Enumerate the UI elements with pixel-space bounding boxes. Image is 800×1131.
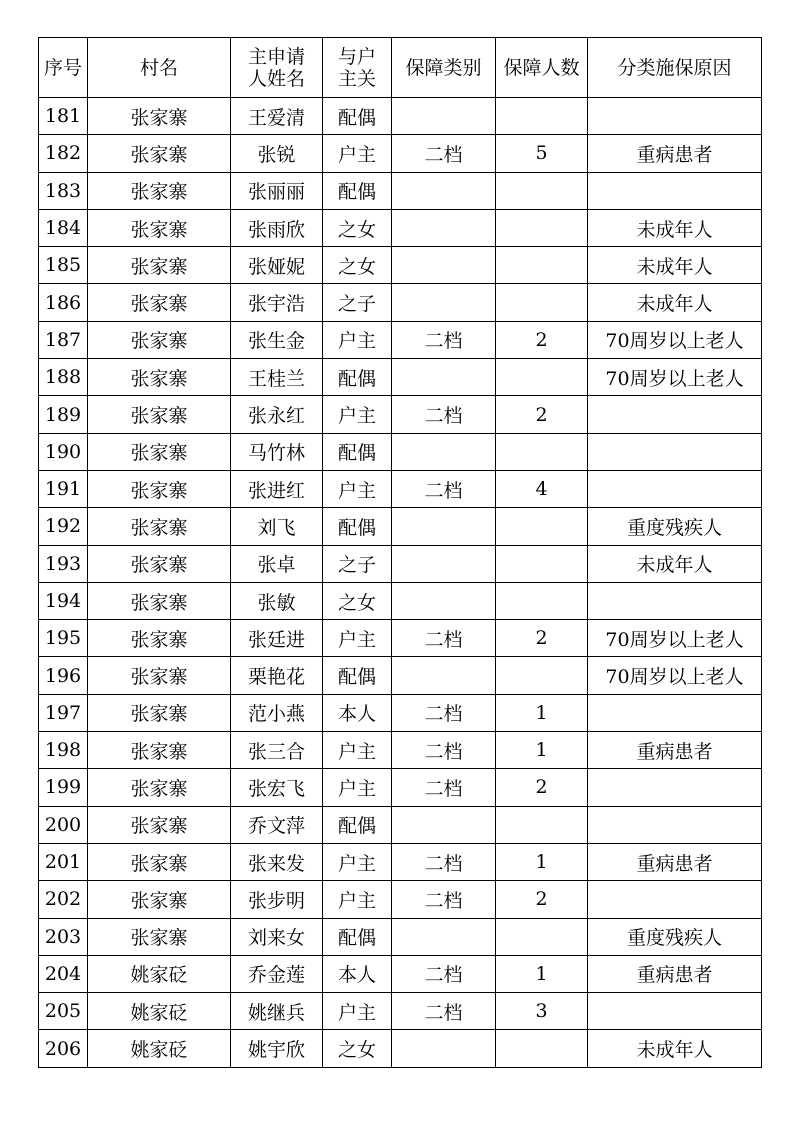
- table-row: [39, 545, 762, 582]
- cell-count: 2: [496, 396, 588, 433]
- cell-category: [392, 433, 496, 470]
- cell-village: 张家寨: [88, 918, 231, 955]
- cell-reason: [588, 993, 762, 1030]
- cell-relation: 配偶: [323, 433, 392, 470]
- cell-seq: 188: [39, 359, 88, 396]
- cell-seq: 187: [39, 321, 88, 358]
- cell-category: [392, 209, 496, 246]
- cell-count: 1: [496, 955, 588, 992]
- cell-count: [496, 433, 588, 470]
- cell-count: [496, 1030, 588, 1067]
- cell-count: [496, 284, 588, 321]
- table-row: [39, 98, 762, 135]
- cell-count: 2: [496, 321, 588, 358]
- header-relation: 与户主关: [323, 38, 392, 98]
- cell-relation: 户主: [323, 769, 392, 806]
- cell-seq: 195: [39, 620, 88, 657]
- cell-village: 张家寨: [88, 359, 231, 396]
- cell-village: 张家寨: [88, 209, 231, 246]
- cell-relation: 之子: [323, 284, 392, 321]
- table-row: [39, 620, 762, 657]
- cell-village: 张家寨: [88, 582, 231, 619]
- cell-count: [496, 508, 588, 545]
- table-row: [39, 321, 762, 358]
- cell-applicant-name: 张宏飞: [231, 769, 323, 806]
- cell-reason: [588, 470, 762, 507]
- cell-relation: 户主: [323, 470, 392, 507]
- header-row: [39, 38, 762, 98]
- cell-category: 二档: [392, 732, 496, 769]
- cell-count: [496, 172, 588, 209]
- cell-count: [496, 657, 588, 694]
- cell-reason: 重病患者: [588, 955, 762, 992]
- cell-seq: 186: [39, 284, 88, 321]
- cell-reason: 未成年人: [588, 284, 762, 321]
- cell-relation: 户主: [323, 135, 392, 172]
- cell-applicant-name: 张来发: [231, 843, 323, 880]
- cell-relation: 配偶: [323, 657, 392, 694]
- cell-applicant-name: 张宇浩: [231, 284, 323, 321]
- cell-seq: 190: [39, 433, 88, 470]
- cell-relation: 之子: [323, 545, 392, 582]
- cell-relation: 之女: [323, 247, 392, 284]
- cell-count: [496, 209, 588, 246]
- cell-seq: 196: [39, 657, 88, 694]
- cell-count: 2: [496, 881, 588, 918]
- cell-category: 二档: [392, 470, 496, 507]
- cell-applicant-name: 范小燕: [231, 694, 323, 731]
- cell-seq: 185: [39, 247, 88, 284]
- table-row: [39, 881, 762, 918]
- cell-count: 2: [496, 769, 588, 806]
- cell-reason: [588, 881, 762, 918]
- cell-category: 二档: [392, 843, 496, 880]
- table-row: [39, 843, 762, 880]
- table-row: [39, 657, 762, 694]
- table-row: [39, 732, 762, 769]
- cell-relation: 配偶: [323, 359, 392, 396]
- cell-reason: 重度残疾人: [588, 918, 762, 955]
- cell-relation: 配偶: [323, 172, 392, 209]
- cell-applicant-name: 王桂兰: [231, 359, 323, 396]
- cell-applicant-name: 刘飞: [231, 508, 323, 545]
- table-row: [39, 508, 762, 545]
- cell-village: 张家寨: [88, 694, 231, 731]
- header-reason: 分类施保原因: [588, 38, 762, 98]
- cell-category: [392, 247, 496, 284]
- cell-count: [496, 918, 588, 955]
- cell-applicant-name: 张进红: [231, 470, 323, 507]
- cell-reason: [588, 98, 762, 135]
- cell-relation: 户主: [323, 396, 392, 433]
- cell-category: [392, 284, 496, 321]
- cell-applicant-name: 张丽丽: [231, 172, 323, 209]
- cell-village: 张家寨: [88, 135, 231, 172]
- cell-applicant-name: 张三合: [231, 732, 323, 769]
- cell-relation: 户主: [323, 732, 392, 769]
- cell-relation: 本人: [323, 694, 392, 731]
- cell-relation: 配偶: [323, 98, 392, 135]
- cell-reason: [588, 582, 762, 619]
- cell-village: 张家寨: [88, 881, 231, 918]
- cell-reason: 重病患者: [588, 135, 762, 172]
- cell-category: [392, 508, 496, 545]
- cell-relation: 户主: [323, 321, 392, 358]
- cell-village: 张家寨: [88, 396, 231, 433]
- cell-seq: 198: [39, 732, 88, 769]
- table-row: [39, 582, 762, 619]
- assistance-table: [38, 37, 762, 1068]
- cell-count: [496, 545, 588, 582]
- cell-reason: 重病患者: [588, 843, 762, 880]
- cell-seq: 189: [39, 396, 88, 433]
- cell-count: 1: [496, 732, 588, 769]
- cell-relation: 户主: [323, 620, 392, 657]
- cell-applicant-name: 乔金莲: [231, 955, 323, 992]
- cell-village: 姚家砭: [88, 955, 231, 992]
- cell-village: 张家寨: [88, 98, 231, 135]
- cell-reason: [588, 396, 762, 433]
- header-seq: 序号: [39, 38, 88, 98]
- cell-relation: 之女: [323, 582, 392, 619]
- cell-village: 张家寨: [88, 284, 231, 321]
- cell-seq: 200: [39, 806, 88, 843]
- cell-reason: 重病患者: [588, 732, 762, 769]
- cell-seq: 193: [39, 545, 88, 582]
- header-count: 保障人数: [496, 38, 588, 98]
- cell-category: 二档: [392, 694, 496, 731]
- cell-village: 张家寨: [88, 470, 231, 507]
- cell-count: 1: [496, 694, 588, 731]
- cell-relation: 配偶: [323, 806, 392, 843]
- cell-reason: 70周岁以上老人: [588, 359, 762, 396]
- cell-reason: [588, 172, 762, 209]
- cell-category: [392, 657, 496, 694]
- cell-relation: 配偶: [323, 508, 392, 545]
- cell-relation: 户主: [323, 993, 392, 1030]
- cell-applicant-name: 王爱清: [231, 98, 323, 135]
- cell-category: 二档: [392, 396, 496, 433]
- cell-applicant-name: 张廷进: [231, 620, 323, 657]
- cell-reason: 重度残疾人: [588, 508, 762, 545]
- cell-seq: 199: [39, 769, 88, 806]
- cell-seq: 194: [39, 582, 88, 619]
- cell-applicant-name: 张雨欣: [231, 209, 323, 246]
- cell-relation: 户主: [323, 881, 392, 918]
- table-row: [39, 135, 762, 172]
- cell-applicant-name: 乔文萍: [231, 806, 323, 843]
- cell-seq: 182: [39, 135, 88, 172]
- cell-seq: 204: [39, 955, 88, 992]
- cell-category: [392, 172, 496, 209]
- cell-reason: 未成年人: [588, 545, 762, 582]
- table-row: [39, 172, 762, 209]
- table-row: [39, 918, 762, 955]
- table-header: [39, 38, 762, 98]
- table-row: [39, 769, 762, 806]
- cell-count: 1: [496, 843, 588, 880]
- cell-seq: 192: [39, 508, 88, 545]
- header-category: 保障类别: [392, 38, 496, 98]
- cell-count: [496, 582, 588, 619]
- cell-seq: 202: [39, 881, 88, 918]
- cell-seq: 206: [39, 1030, 88, 1067]
- table-row: [39, 396, 762, 433]
- cell-applicant-name: 刘来女: [231, 918, 323, 955]
- cell-relation: 之女: [323, 1030, 392, 1067]
- cell-category: 二档: [392, 620, 496, 657]
- cell-village: 张家寨: [88, 620, 231, 657]
- cell-village: 姚家砭: [88, 1030, 231, 1067]
- cell-village: 张家寨: [88, 769, 231, 806]
- cell-reason: 70周岁以上老人: [588, 321, 762, 358]
- cell-village: 姚家砭: [88, 993, 231, 1030]
- cell-village: 张家寨: [88, 806, 231, 843]
- cell-category: 二档: [392, 769, 496, 806]
- header-village: 村名: [88, 38, 231, 98]
- cell-count: 4: [496, 470, 588, 507]
- cell-count: 5: [496, 135, 588, 172]
- table-row: [39, 1030, 762, 1067]
- cell-reason: 70周岁以上老人: [588, 657, 762, 694]
- cell-category: [392, 1030, 496, 1067]
- cell-category: 二档: [392, 993, 496, 1030]
- cell-category: [392, 98, 496, 135]
- cell-applicant-name: 张永红: [231, 396, 323, 433]
- cell-seq: 191: [39, 470, 88, 507]
- cell-applicant-name: 栗艳花: [231, 657, 323, 694]
- cell-category: [392, 806, 496, 843]
- cell-applicant-name: 张娅妮: [231, 247, 323, 284]
- cell-applicant-name: 张敏: [231, 582, 323, 619]
- cell-applicant-name: 张步明: [231, 881, 323, 918]
- cell-applicant-name: 张锐: [231, 135, 323, 172]
- table-row: [39, 359, 762, 396]
- cell-category: [392, 918, 496, 955]
- cell-category: [392, 545, 496, 582]
- cell-relation: 之女: [323, 209, 392, 246]
- cell-category: [392, 359, 496, 396]
- cell-relation: 本人: [323, 955, 392, 992]
- cell-category: 二档: [392, 135, 496, 172]
- cell-category: 二档: [392, 321, 496, 358]
- cell-seq: 203: [39, 918, 88, 955]
- cell-village: 张家寨: [88, 508, 231, 545]
- cell-seq: 197: [39, 694, 88, 731]
- cell-seq: 205: [39, 993, 88, 1030]
- table-row: [39, 433, 762, 470]
- header-applicant-name: 主申请人姓名: [231, 38, 323, 98]
- cell-reason: 未成年人: [588, 1030, 762, 1067]
- table-row: [39, 284, 762, 321]
- cell-relation: 配偶: [323, 918, 392, 955]
- table-row: [39, 955, 762, 992]
- cell-village: 张家寨: [88, 732, 231, 769]
- cell-category: [392, 582, 496, 619]
- cell-count: 2: [496, 620, 588, 657]
- cell-seq: 183: [39, 172, 88, 209]
- cell-village: 张家寨: [88, 657, 231, 694]
- cell-village: 张家寨: [88, 433, 231, 470]
- cell-seq: 181: [39, 98, 88, 135]
- cell-reason: 70周岁以上老人: [588, 620, 762, 657]
- cell-seq: 184: [39, 209, 88, 246]
- cell-seq: 201: [39, 843, 88, 880]
- cell-reason: [588, 769, 762, 806]
- table-row: [39, 209, 762, 246]
- cell-count: [496, 806, 588, 843]
- cell-reason: [588, 433, 762, 470]
- cell-reason: [588, 806, 762, 843]
- cell-count: [496, 359, 588, 396]
- cell-applicant-name: 姚宇欣: [231, 1030, 323, 1067]
- table-body: [39, 98, 762, 1068]
- cell-applicant-name: 姚继兵: [231, 993, 323, 1030]
- cell-applicant-name: 张生金: [231, 321, 323, 358]
- cell-category: 二档: [392, 881, 496, 918]
- cell-count: [496, 98, 588, 135]
- table-row: [39, 694, 762, 731]
- cell-village: 张家寨: [88, 843, 231, 880]
- cell-village: 张家寨: [88, 172, 231, 209]
- cell-applicant-name: 张卓: [231, 545, 323, 582]
- cell-relation: 户主: [323, 843, 392, 880]
- table-row: [39, 247, 762, 284]
- cell-reason: 未成年人: [588, 209, 762, 246]
- cell-reason: [588, 694, 762, 731]
- cell-count: 3: [496, 993, 588, 1030]
- cell-applicant-name: 马竹林: [231, 433, 323, 470]
- cell-village: 张家寨: [88, 545, 231, 582]
- table-row: [39, 993, 762, 1030]
- cell-count: [496, 247, 588, 284]
- cell-reason: 未成年人: [588, 247, 762, 284]
- cell-village: 张家寨: [88, 247, 231, 284]
- cell-village: 张家寨: [88, 321, 231, 358]
- cell-category: 二档: [392, 955, 496, 992]
- table-row: [39, 806, 762, 843]
- table-row: [39, 470, 762, 507]
